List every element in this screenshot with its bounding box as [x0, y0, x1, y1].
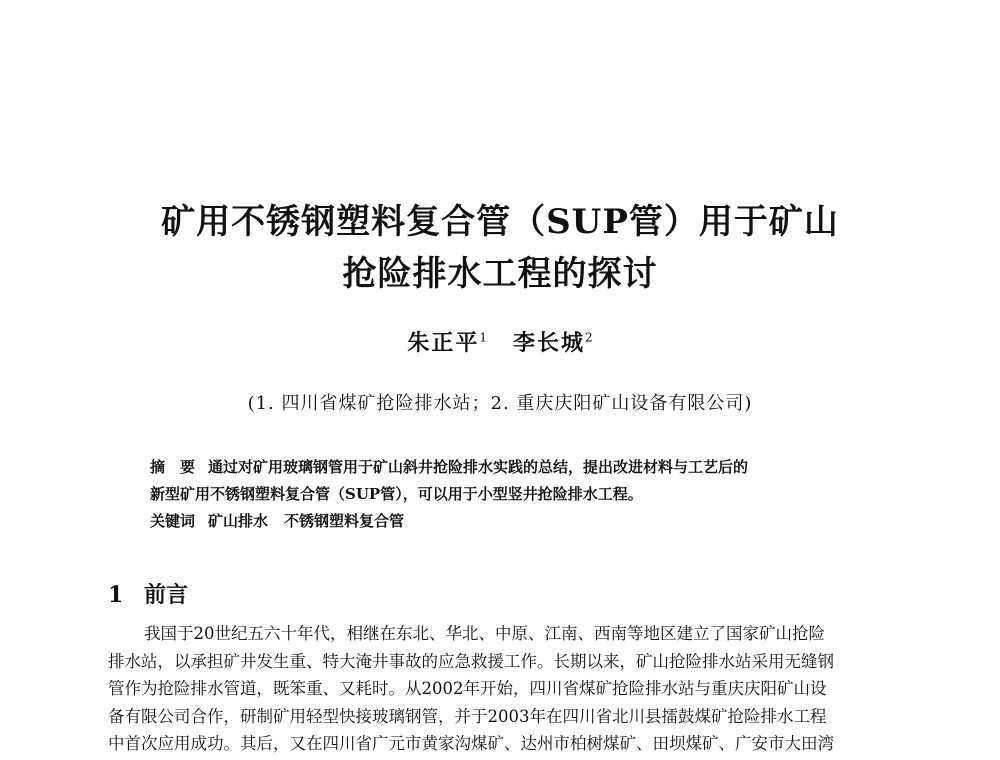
affiliations: (1. 四川省煤矿抢险排水站；2. 重庆庆阳矿山设备有限公司) — [247, 393, 753, 414]
abstract-text-line-1: 通过对矿用玻璃钢管用于矿山斜井抢险排水实践的总结，提出改进材料与工艺后的 — [208, 458, 749, 476]
body-line-3: 管作为抢险排水管道，既笨重、又耗时。从2002年开始，四川省煤矿抢险排水站与重庆庆阳矿山设 — [108, 679, 827, 698]
author-2-name: 李长城 — [513, 330, 586, 356]
title-line-2: 抢险排水工程的探讨 — [342, 254, 658, 294]
author-1-name: 朱正平 — [407, 330, 480, 356]
body-line-1: 我国于20世纪五六十年代，相继在东北、华北、中原、江南、西南等地区建立了国家矿山抢险 — [144, 624, 825, 643]
body-line-5: 中首次应用成功。其后，又在四川省广元市黄家沟煤矿、达州市柏树煤矿、田坝煤矿、广安市大田湾 — [108, 734, 834, 753]
author-list — [0, 326, 1000, 357]
author-2-affil-mark: 2 — [585, 330, 593, 345]
keywords-label: 关键词 — [150, 512, 196, 530]
keyword-1: 矿山排水 — [208, 512, 269, 530]
keywords-row — [150, 508, 870, 535]
section-title: 前言 — [144, 582, 189, 608]
abstract-label: 摘 要 — [150, 458, 196, 476]
abstract-block — [150, 454, 870, 535]
body-paragraph — [108, 620, 898, 758]
title-line-1: 矿用不锈钢塑料复合管（SUP管）用于矿山 — [161, 202, 839, 242]
section-heading — [108, 578, 188, 609]
abstract-row-1 — [150, 454, 870, 481]
keyword-2: 不锈钢塑料复合管 — [284, 512, 405, 530]
body-line-4: 备有限公司合作，研制矿用轻型快接玻璃钢管，并于2003年在四川省北川县擂鼓煤矿抢险排水工程 — [108, 706, 827, 726]
paper-title — [0, 196, 1000, 300]
abstract-text-line-2: 新型矿用不锈钢塑料复合管（SUP管），可以用于小型竖井抢险排水工程。 — [150, 485, 643, 503]
author-1-affil-mark: 1 — [479, 330, 487, 345]
body-line-2: 排水站，以承担矿井发生重、特大淹井事故的应急救援工作。长期以来，矿山抢险排水站采用无缝钢 — [108, 651, 834, 671]
section-number: 1 — [108, 582, 124, 608]
